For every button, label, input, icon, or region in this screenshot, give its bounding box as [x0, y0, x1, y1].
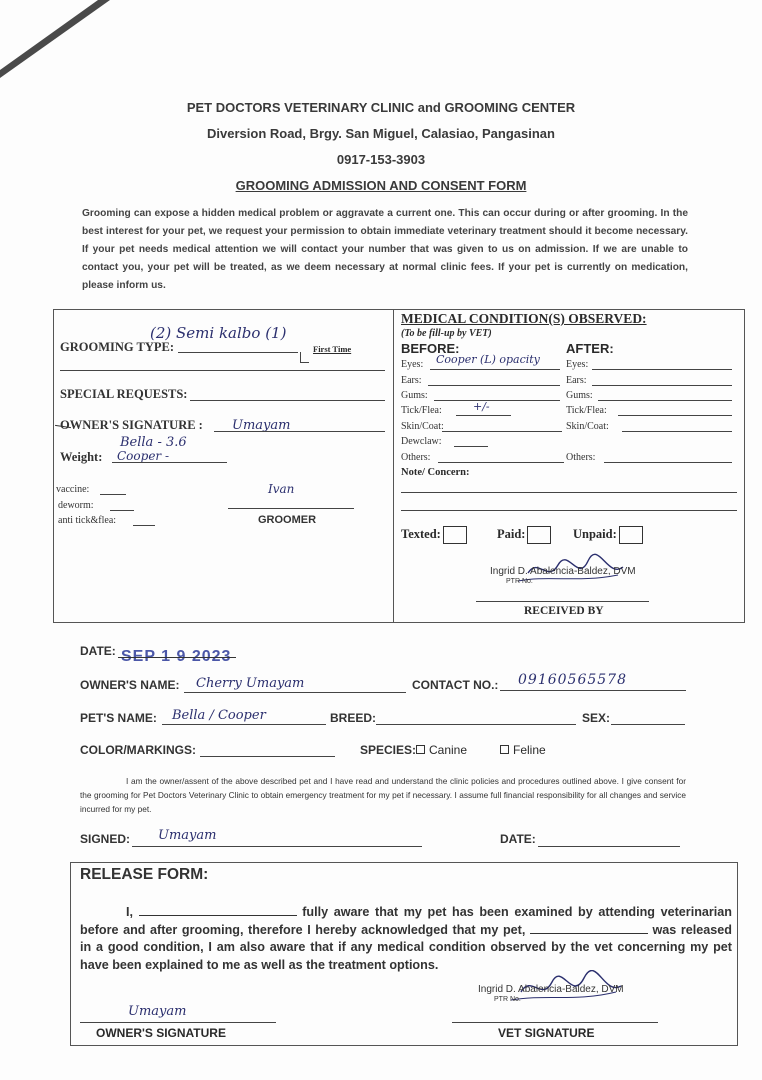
paid-group: [497, 526, 551, 544]
after-eyes-label: Eyes:: [566, 359, 589, 370]
owner-name-field: [184, 692, 406, 693]
ptr-stamp: PTR No.: [506, 578, 533, 585]
color-markings-label: COLOR/MARKINGS:: [80, 743, 196, 757]
release-paragraph: [80, 904, 732, 974]
before-label: BEFORE:: [401, 341, 460, 356]
after-skin-label: Skin/Coat:: [566, 421, 609, 432]
contact-field: [500, 690, 686, 691]
release-text-2: was released in a good condition, I am also aware that if any medical condition observed by the vet concerning my pet have been explained to me as well as the treatment options.: [80, 922, 732, 972]
paid-label: Paid:: [497, 526, 526, 541]
note-line-2[interactable]: [401, 510, 737, 511]
canine-label: Canine: [429, 743, 468, 757]
before-gums-label: Gums:: [401, 390, 428, 401]
feline-label: Feline: [513, 743, 546, 757]
groomer-line: [228, 508, 354, 509]
release-vet-sig-label: VET SIGNATURE: [498, 1026, 595, 1040]
before-tick-field[interactable]: [456, 415, 511, 416]
release-vet-sig-line: [452, 1022, 658, 1023]
sex-field[interactable]: [611, 724, 685, 725]
before-skin-label: Skin/Coat:: [401, 421, 444, 432]
consent-paragraph: I am the owner/assent of the above described pet and I have read and understand the clinic policies and procedures outlined above. I give consent for the grooming for Pet Doctors Veterinary Clinic to obtain emergency treatment for my pet if necessary. I assume full financial responsibility for all changes and service incurred for my pet.: [80, 776, 686, 814]
grooming-type-line-2: [60, 370, 385, 371]
vet-stamp-release: [476, 970, 636, 1010]
after-ears-label: Ears:: [566, 375, 587, 386]
after-tick-field[interactable]: [618, 415, 732, 416]
after-gums-field[interactable]: [598, 400, 732, 401]
special-requests-field[interactable]: [190, 400, 385, 401]
unpaid-label: Unpaid:: [573, 526, 617, 541]
breed-label: BREED:: [330, 711, 377, 725]
clinic-name: PET DOCTORS VETERINARY CLINIC and GROOMING CENTER: [186, 100, 576, 115]
grooming-type-label: GROOMING TYPE:: [60, 340, 175, 354]
clinic-address: Diversion Road, Brgy. San Miguel, Calasiao, Pangasinan: [207, 126, 555, 141]
vaccine-label: vaccine:: [56, 484, 90, 495]
before-skin-field[interactable]: [442, 431, 562, 432]
dewclaw-label: Dewclaw:: [401, 436, 442, 447]
groomer-name[interactable]: Ivan: [268, 482, 295, 496]
signed-date-field[interactable]: [538, 846, 680, 847]
vaccine-field[interactable]: [100, 494, 126, 495]
release-owner-name-field[interactable]: [139, 904, 297, 916]
form-title: GROOMING ADMISSION AND CONSENT FORM: [235, 178, 527, 193]
before-tick-value[interactable]: +/-: [473, 400, 490, 413]
owner-name-label: OWNER'S NAME:: [80, 678, 180, 692]
date-strike: [118, 657, 236, 658]
species-label: SPECIES:: [360, 743, 417, 757]
owner-signature-line: [214, 431, 385, 432]
release-vet-name-stamp: Ingrid D. Abalencia-Baldez, DVM: [478, 984, 624, 995]
anti-tick-label: anti tick&flea:: [58, 515, 117, 526]
owner-signature-label: OWNER'S SIGNATURE :: [60, 418, 203, 432]
grooming-type-value[interactable]: (2) Semi kalbo (1): [150, 324, 287, 342]
color-markings-field[interactable]: [200, 756, 335, 757]
before-ears-label: Ears:: [401, 375, 422, 386]
canine-option[interactable]: [416, 743, 467, 757]
owner-signature-value[interactable]: Umayam: [232, 418, 291, 433]
groomer-label: GROOMER: [258, 514, 317, 526]
after-skin-field[interactable]: [622, 431, 732, 432]
vet-stamp-received: [488, 553, 638, 593]
owner-name-value[interactable]: Cherry Umayam: [196, 676, 305, 691]
date-stamp[interactable]: SEP 1 9 2023: [121, 648, 232, 665]
after-tick-label: Tick/Flea:: [566, 405, 607, 416]
texted-label: Texted:: [401, 526, 441, 541]
feline-option[interactable]: [500, 743, 546, 757]
grooming-type-line: [178, 352, 298, 353]
weight-line: [112, 462, 227, 463]
first-time-label: First Time: [313, 344, 352, 354]
after-gums-label: Gums:: [566, 390, 593, 401]
pet-name-label: PET'S NAME:: [80, 711, 157, 725]
before-others-label: Others:: [401, 452, 431, 463]
contact-value[interactable]: 09160565578: [518, 672, 627, 688]
release-i: I,: [126, 905, 133, 919]
clinic-phone: 0917-153-3903: [336, 152, 426, 167]
received-by-label: RECEIVED BY: [524, 605, 604, 617]
pet-name-value[interactable]: Bella / Cooper: [172, 708, 266, 723]
weight-value-cooper[interactable]: Cooper -: [117, 449, 170, 463]
deworm-label: deworm:: [58, 500, 94, 511]
grooming-medical-box: [53, 309, 745, 623]
dewclaw-field[interactable]: [454, 446, 488, 447]
breed-field[interactable]: [376, 724, 576, 725]
release-owner-sig-line: [80, 1022, 276, 1023]
before-eyes-value[interactable]: Cooper (L) opacity: [436, 353, 540, 366]
page-fold-inner: [0, 0, 98, 70]
release-pet-name-field[interactable]: [530, 922, 648, 934]
after-others-label: Others:: [566, 452, 596, 463]
date-label: DATE:: [80, 644, 116, 658]
weight-label: Weight:: [60, 450, 103, 464]
after-ears-field[interactable]: [592, 385, 732, 386]
unpaid-checkbox[interactable]: [619, 526, 643, 544]
before-ears-field[interactable]: [428, 385, 560, 386]
canine-checkbox[interactable]: [416, 745, 425, 754]
texted-checkbox[interactable]: [443, 526, 467, 544]
medical-title: MEDICAL CONDITION(S) OBSERVED:: [401, 311, 647, 326]
signed-line: [132, 846, 422, 847]
signed-label: SIGNED:: [80, 832, 131, 846]
after-eyes-field[interactable]: [592, 369, 732, 370]
deworm-field[interactable]: [110, 510, 134, 511]
box-divider: [393, 309, 394, 622]
release-owner-sig-label: OWNER'S SIGNATURE: [96, 1026, 226, 1040]
first-time-checkbox[interactable]: [300, 352, 309, 363]
special-requests-label: SPECIAL REQUESTS:: [60, 387, 188, 401]
paid-checkbox[interactable]: [527, 526, 551, 544]
before-gums-field[interactable]: [434, 400, 560, 401]
feline-checkbox[interactable]: [500, 745, 509, 754]
texted-group: [401, 526, 467, 544]
weight-value-bella[interactable]: Bella - 3.6: [120, 435, 187, 450]
signed-date-label: DATE:: [500, 832, 536, 846]
note-label: Note/ Concern:: [401, 467, 470, 478]
medical-subtitle: (To be fill-up by VET): [401, 328, 492, 339]
note-line-1[interactable]: [401, 492, 737, 493]
unpaid-group: [573, 526, 643, 544]
release-title: RELEASE FORM:: [80, 866, 209, 883]
before-tick-label: Tick/Flea:: [401, 405, 442, 416]
pet-name-field: [162, 724, 326, 725]
after-label: AFTER:: [566, 341, 614, 356]
vet-name-stamp: Ingrid D. Abalencia-Baldez, DVM: [490, 566, 636, 577]
intro-paragraph: Grooming can expose a hidden medical problem or aggravate a current one. This can occur during or after grooming. In the best interest for your pet, we request your permission to obtain immediate veterinary treatment should it become necessary. If your pet needs medical attention we will contact your number that was given to us on admission. If we are unable to contact you, your pet will be treated, as we deem necessary at normal clinic fees. If your pet is currently on medication, please inform us.: [82, 208, 688, 291]
release-owner-signature[interactable]: Umayam: [128, 1004, 187, 1019]
received-by-line: [476, 601, 649, 602]
before-others-field[interactable]: [438, 462, 564, 463]
release-ptr-stamp: PTR No.: [494, 996, 521, 1003]
anti-tick-field[interactable]: [133, 525, 155, 526]
sex-label: SEX:: [582, 711, 611, 725]
before-eyes-label: Eyes:: [401, 359, 424, 370]
contact-label: CONTACT NO.:: [412, 678, 499, 692]
after-others-field[interactable]: [604, 462, 732, 463]
before-eyes-field[interactable]: [430, 369, 560, 370]
release-text-1: fully aware that my pet has been examined by attending veterinarian before and after grooming, therefore I hereby acknowledged that my pet,: [80, 905, 732, 937]
signed-value[interactable]: Umayam: [158, 828, 217, 843]
